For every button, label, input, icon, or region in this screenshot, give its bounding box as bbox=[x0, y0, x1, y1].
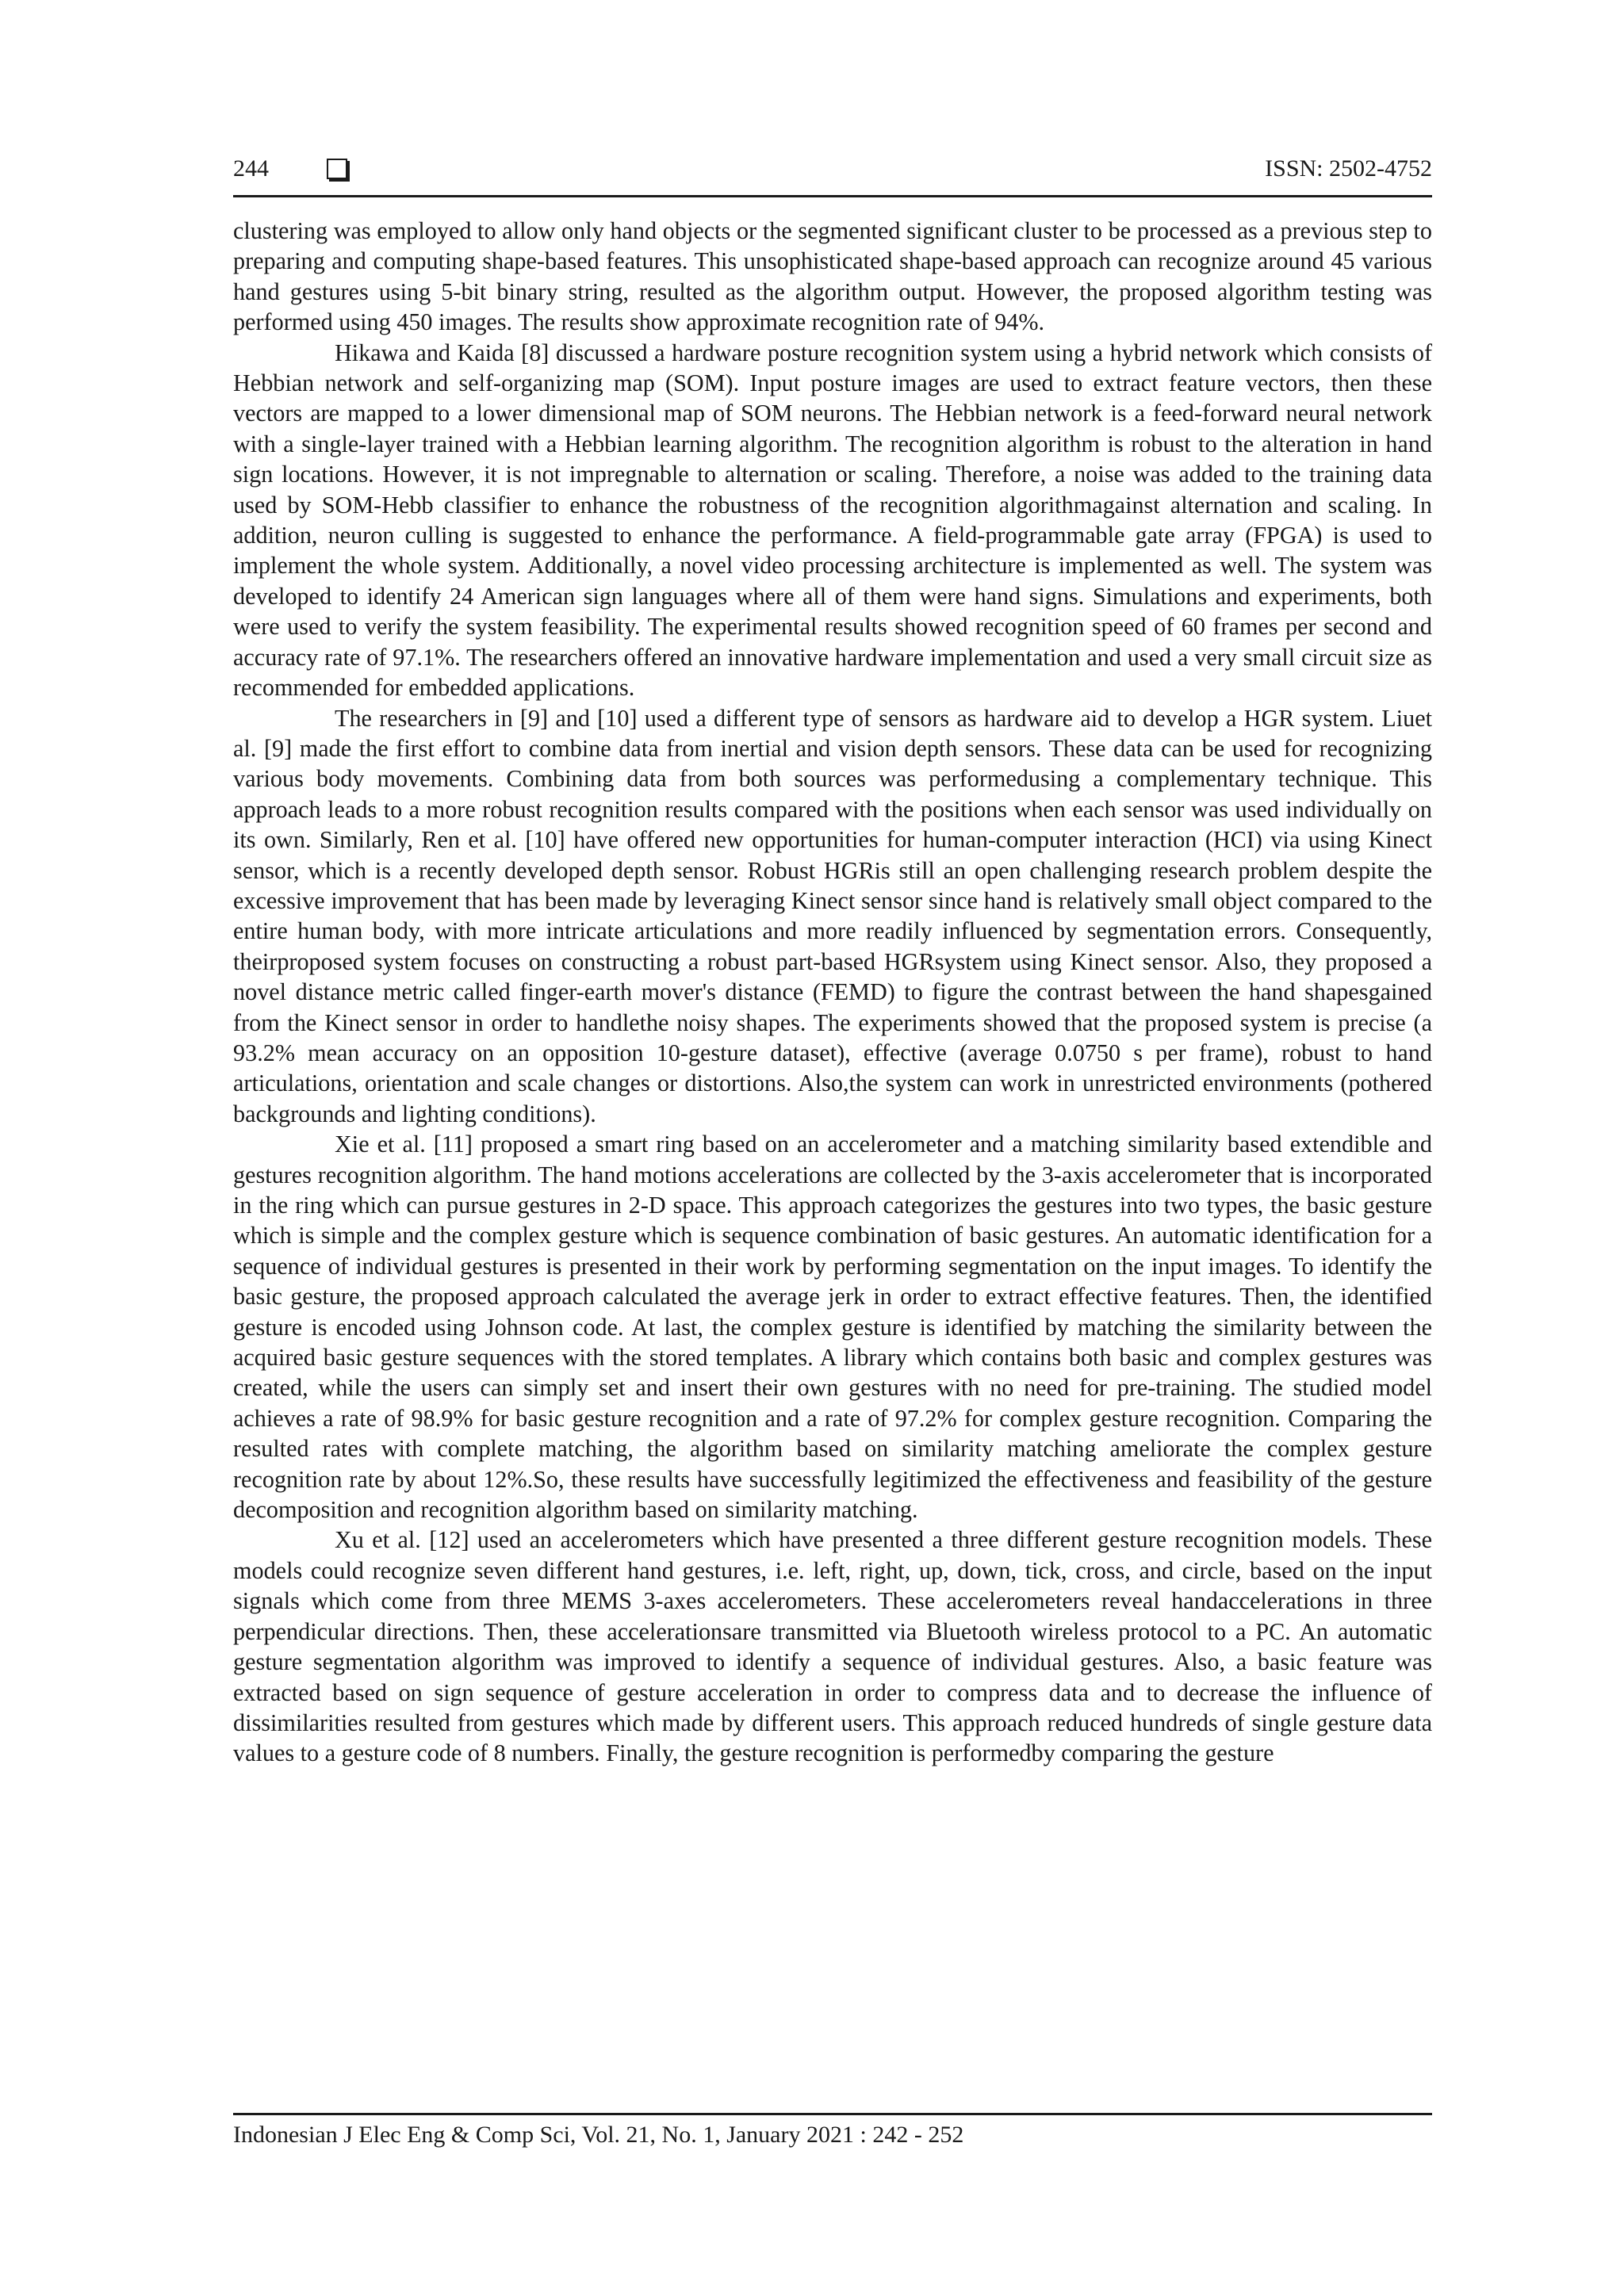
paragraph-xu-accelerometers: Xu et al. [12] used an accelerometers which have presented a three different gesture recognition models. These models could recognize seven different hand gestures, i.e. left, right, up, down, tick, cross, and circle, based on the input signals which come from three MEMS 3-axes accelerometers. These accelerometers reveal handaccelerations in three perpendicular directions. Then, these accelerationsare transmitted via Bluetooth wireless protocol to a PC. An automatic gesture segmentation algorithm was improved to identify a sequence of individual gestures. Also, a basic feature was extracted based on sign sequence of gesture acceleration in order to compress data and to decrease the influence of dissimilarities resulted from gestures which made by different users. This approach reduced hundreds of single gesture data values to a gesture code of 8 numbers. Finally, the gesture recognition is performedby comparing the gesture bbox=[233, 1526, 1432, 1767]
journal-page bbox=[233, 0, 1432, 2296]
page-number: 244 bbox=[233, 155, 269, 182]
paragraph-xie-smart-ring: Xie et al. [11] proposed a smart ring based on an accelerometer and a matching similarity based extendible and gestures recognition algorithm. The hand motions accelerations are collected by the 3-axis accelerometer that is incorporated in the ring which can pursue gestures in 2-D space. This approach categorizes the gestures into two types, the basic gesture which is simple and the complex gesture which is sequence combination of basic gestures. An automatic identification for a sequence of individual gestures is presented in their work by performing segmentation on the input images. To identify the basic gesture, the proposed approach calculated the average jerk in order to extract effective features. Then, the identified gesture is encoded using Johnson code. At last, the complex gesture is identified by matching the similarity between the acquired basic gesture sequences with the stored templates. A library which contains both basic and complex gestures was created, while the users can simply set and insert their own gestures with no need for pre-training. The studied model achieves a rate of 98.9% for basic gesture recognition and a rate of 97.2% for complex gesture recognition. Comparing the resulted rates with complete matching, the algorithm based on similarity matching ameliorate the complex gesture recognition rate by about 12%.So, these results have successfully legitimized the effectiveness and feasibility of the gesture decomposition and recognition algorithm based on similarity matching. bbox=[233, 1131, 1432, 1524]
issn-label: ISSN: 2502-4752 bbox=[1265, 155, 1432, 182]
paragraph-continuation: clustering was employed to allow only hand objects or the segmented significant cluster to be processed as a previous step to preparing and computing shape-based features. This unsophisticated shape-based approach can recognize around 45 various hand gestures using 5-bit binary string, resulted as the algorithm output. However, the proposed algorithm testing was performed using 450 images. The results show approximate recognition rate of 94%. bbox=[233, 217, 1432, 336]
paragraph-sensors-hgr: The researchers in [9] and [10] used a different type of sensors as hardware aid to develop a HGR system. Liuet al. [9] made the first effort to combine data from inertial and vision depth sensors. These data can be used for recognizing various body movements. Combining data from both sources was performedusing a complementary technique. This approach leads to a more robust recognition results compared with the positions when each sensor was used individually on its own. Similarly, Ren et al. [10] have offered new opportunities for human-computer interaction (HCI) via using Kinect sensor, which is a recently developed depth sensor. Robust HGRis still an open challenging research problem despite the excessive improvement that has been made by leveraging Kinect sensor since hand is relatively small object compared to the entire human body, with more intricate articulations and more readily influenced by segmentation errors. Consequently, theirproposed system focuses on constructing a robust part-based HGRsystem using Kinect sensor. Also, they proposed a novel distance metric called finger-earth mover's distance (FEMD) to figure the contrast between the hand shapesgained from the Kinect sensor in order to handlethe noisy shapes. The experiments showed that the proposed system is precise (a 93.2% mean accuracy on an opposition 10-gesture dataset), effective (average 0.0750 s per frame), robust to hand articulations, orientation and scale changes or distortions. Also,the system can work in unrestricted environments (pothered backgrounds and lighting conditions). bbox=[233, 704, 1432, 1127]
running-header bbox=[233, 155, 1432, 197]
paragraph-hikawa-kaida: Hikawa and Kaida [8] discussed a hardware posture recognition system using a hybrid network which consists of Hebbian network and self-organizing map (SOM). Input posture images are used to extract feature vectors, then these vectors are mapped to a lower dimensional map of SOM neurons. The Hebbian network is a feed-forward neural network with a single-layer trained with a Hebbian learning algorithm. The recognition algorithm is robust to the alteration in hand sign locations. However, it is not impregnable to alternation or scaling. Therefore, a noise was added to the training data used by SOM-Hebb classifier to enhance the robustness of the recognition algorithmagainst alternation and scaling. In addition, neuron culling is suggested to enhance the performance. A field-programmable gate array (FPGA) is used to implement the whole system. Additionally, a novel video processing architecture is implemented as well. The system was developed to identify 24 American sign languages where all of them were hand signs. Simulations and experiments, both were used to verify the system feasibility. The experimental results showed recognition speed of 60 frames per second and accuracy rate of 97.1%. The researchers offered an innovative hardware implementation and used a very small circuit size as recommended for embedded applications. bbox=[233, 339, 1432, 702]
checkbox-square-icon bbox=[327, 159, 347, 179]
article-body bbox=[233, 216, 1432, 1769]
journal-citation: Indonesian J Elec Eng & Comp Sci, Vol. 21, No. 1, January 2021 : 242 - 252 bbox=[233, 2122, 964, 2148]
running-footer bbox=[233, 2113, 1432, 2149]
